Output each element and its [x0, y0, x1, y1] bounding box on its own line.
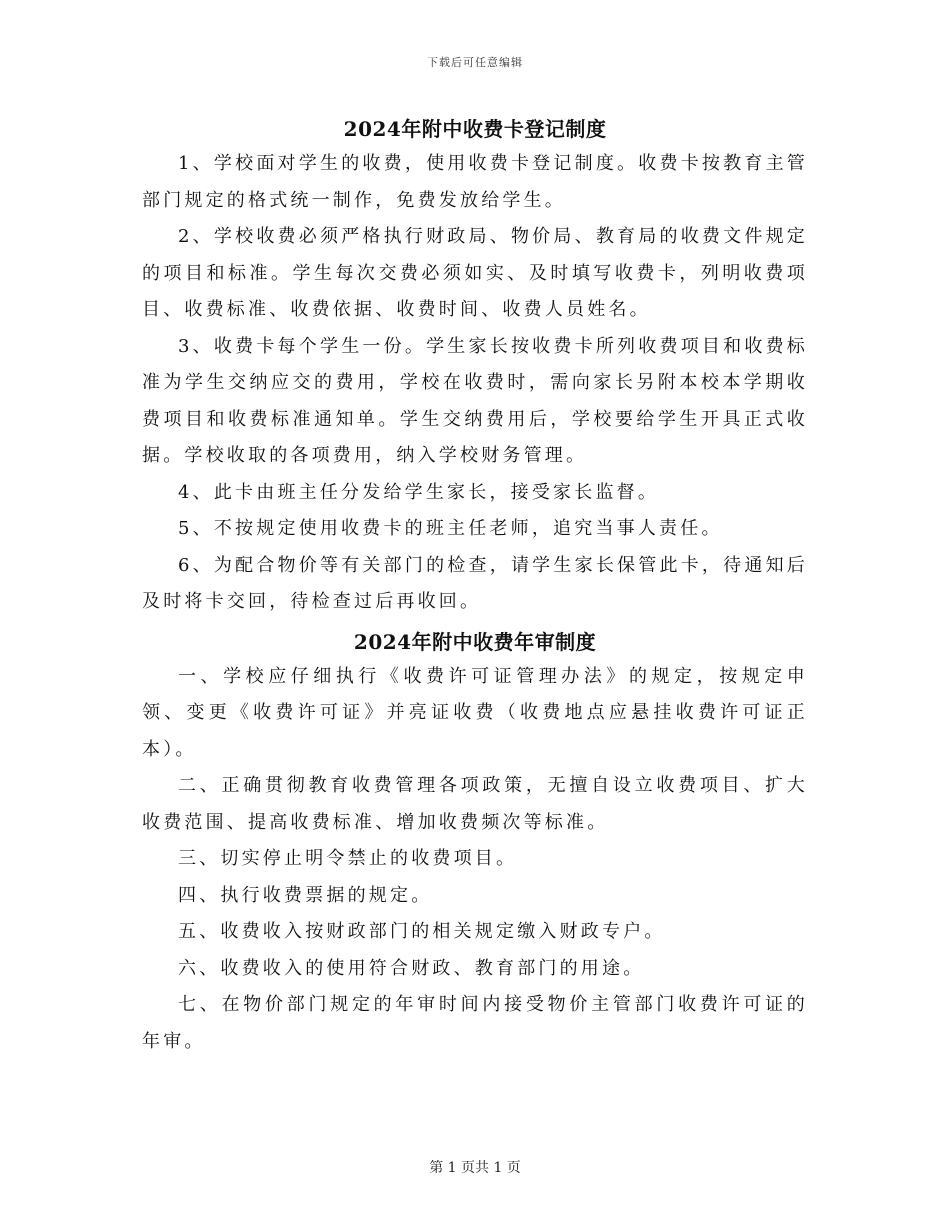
paragraph: 2、学校收费必须严格执行财政局、物价局、教育局的收费文件规定的项目和标准。学生每次交费必须如实、及时填写收费卡，列明收费项目、收费标准、收费依据、收费时间、收费人员姓名。: [142, 226, 808, 320]
paragraph: 6、为配合物价等有关部门的检查，请学生家长保管此卡，待通知后及时将卡交回，待检查过后再收回。: [142, 554, 808, 612]
section-title-annual-review: 2024年附中收费年审制度: [353, 629, 597, 654]
paragraph: 一、学校应仔细执行《收费许可证管理办法》的规定，按规定申领、变更《收费许可证》并亮证收费（收费地点应悬挂收费许可证正本）。: [142, 665, 808, 760]
paragraph: 1、学校面对学生的收费，使用收费卡登记制度。收费卡按教育主管部门规定的格式统一制作，免费发放给学生。: [142, 153, 808, 211]
paragraph: 七、在物价部门规定的年审时间内接受物价主管部门收费许可证的年审。: [142, 994, 808, 1052]
section-title-registration: 2024年附中收费卡登记制度: [343, 117, 607, 141]
paragraph: 4、此卡由班主任分发给学生家长，接受家长监督。: [178, 481, 660, 503]
paragraph: 四、执行收费票据的规定。: [178, 884, 433, 906]
page-header-note: 下载后可任意编辑: [427, 56, 523, 69]
paragraph: 5、不按规定使用收费卡的班主任老师，追究当事人责任。: [178, 518, 723, 539]
paragraph: 3、收费卡每个学生一份。学生家长按收费卡所列收费项目和收费标准为学生交纳应交的费用，学校在收费时，需向家长另附本校本学期收费项目和收费标准通知单。学生交纳费用后，学校要给学生开具正式收据。学校收取的各项费用，纳入学校财务管理。: [142, 335, 808, 466]
document-body: [142, 112, 808, 1060]
paragraph: 三、切实停止明令禁止的收费项目。: [178, 848, 518, 869]
paragraph: 六、收费收入的使用符合财政、教育部门的用途。: [178, 957, 645, 979]
paragraph: 五、收费收入按财政部门的相关规定缴入财政专户。: [178, 921, 666, 942]
page-number-footer: 第 1 页共 1 页: [429, 1160, 521, 1176]
paragraph: 二、正确贯彻教育收费管理各项政策，无擅自设立收费项目、扩大收费范围、提高收费标准、增加收费频次等标准。: [142, 775, 808, 833]
